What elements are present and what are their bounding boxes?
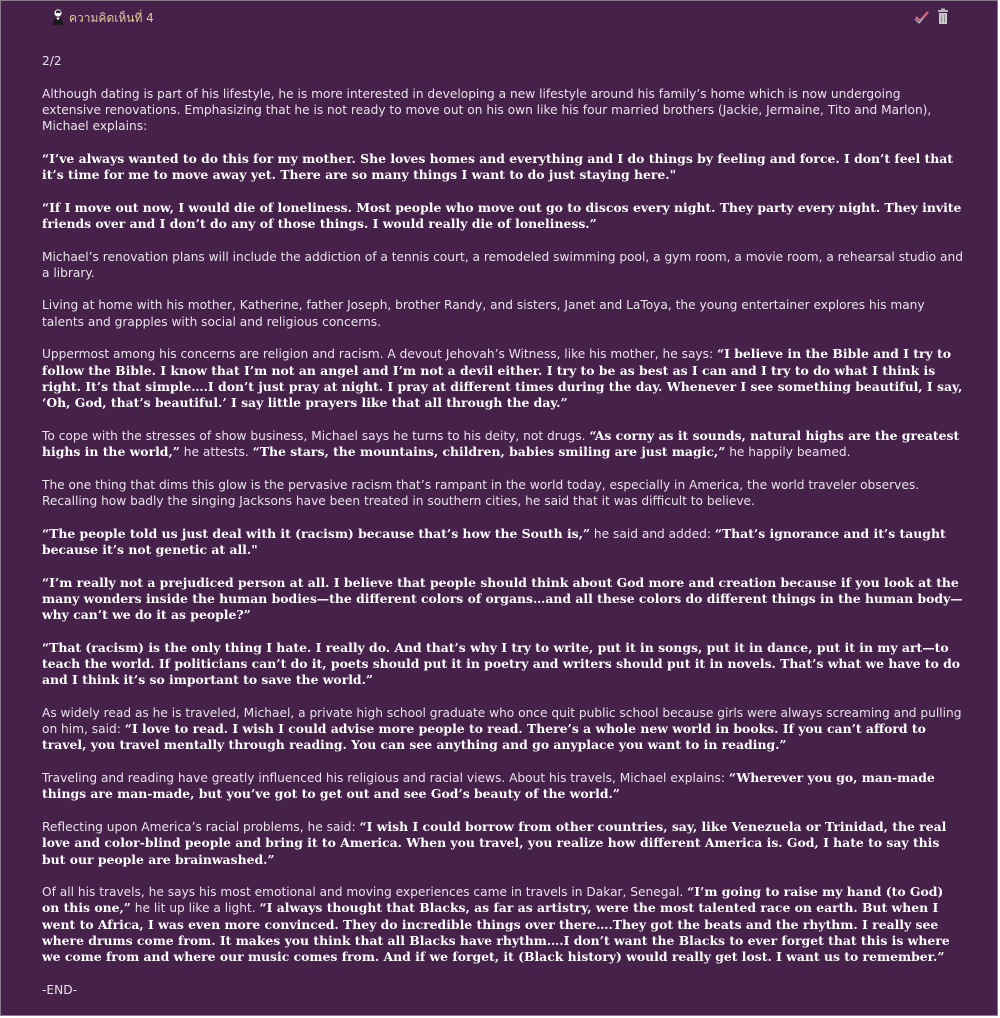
comment-title: ความคิดเห็นที่ 4 [69,11,154,25]
paragraph-3: Living at home with his mother, Katherine, father Joseph, brother Randy, and sisters, Janet and LaToya, the young entertainer explores his many talents and grapples with social and religious concerns. [42,298,925,329]
paragraph-5-text-a: To cope with the stresses of show business, Michael says he turns to his deity, not drugs. [42,428,590,443]
end-marker: -END- [42,982,77,997]
paragraph-2: Michael’s renovation plans will include the addiction of a tennis court, a remodeled swimming pool, a gym room, a movie room, a rehearsal studio and a library. [42,249,963,280]
paragraph-11-quote-b: “I always thought that Blacks, as far as artistry, were the most talented race on earth. But when I went to Africa, I was even more convinced. They do incredible things over there….They got the beats and the rhythm. I really see where drums come from. It makes you think that all Blacks have rhythm….I don’t want the Blacks to ever forget that this is where we come from and where our music comes from. And if we forget, it (Black history) would really get lost. I want us to remember.” [42,900,950,965]
paragraph-8 [42,705,963,754]
comment-body [42,53,963,1015]
paragraph-9-quote: “Wherever you go, man-made things are man-made, but you’ve got to get out and see God’s beauty of the world.” [42,770,935,802]
page-indicator: 2/2 [42,54,62,68]
quote-1: “I’ve always wanted to do this for my mother. She loves homes and everything and I do things by feeling and force. I don’t feel that it’s time for me to move away yet. There are so many things I want to do just staying here." [42,150,954,183]
trash-icon[interactable] [935,8,951,26]
quote-4: “That (racism) is the only thing I hate. I really do. And that’s why I try to write, put it in songs, put it in dance, put it in my art—to teach the world. If politicians can’t do it, poets should put it in poetry and writers should put it in novels. That’s what we have to do and I think it’s so important to save the world.” [42,639,961,688]
paragraph-11-quote-a: “I’m going to raise my hand (to God) on this one,” [42,884,944,916]
paragraph-5-text-c: he happily beamed. [725,445,851,460]
paragraph-11-text-a: Of all his travels, he says his most emotional and moving experiences came in travels in Dakar, Senegal. [42,885,688,900]
paragraph-4-quote: “I believe in the Bible and I try to follow the Bible. I know that I’m not an angel and I’m not a devil either. I try to be as best as I can and I try to do what I think is right. It’s that simple….I don’t just pray at night. I pray at different times during the day. Whenever I see something beautiful, I say, ‘Oh, God, that’s beautiful.’ I say little prayers like that all through the day.” [42,346,963,411]
paragraph-11 [42,884,963,965]
paragraph-7-quote-b: “That’s ignorance and it’s taught because it’s not genetic at all." [42,525,946,557]
comment-tools [914,8,951,26]
paragraph-8-quote: “I love to read. I wish I could advise more people to read. There’s a whole new world in books. If you can’t afford to travel, you travel mentally through reading. You can see anything and go anyplace you want to in reading.” [42,721,926,753]
paragraph-5 [42,428,963,461]
paragraph-10-text: Reflecting upon America’s racial problems, he said: [42,819,360,834]
paragraph-10 [42,819,963,868]
quote-2: “If I move out now, I would die of loneliness. Most people who move out go to discos every night. They party every night. They invite friends over and I don’t do any of those things. I would really die of loneliness.” [42,199,962,231]
paragraph-5-quote-b: “The stars, the mountains, children, babies smiling are just magic,” [252,444,726,460]
paragraph-5-quote-a: “As corny as it sounds, natural highs are the greatest highs in the world,” [42,427,960,460]
paragraph-4 [42,346,963,411]
paragraph-7-quote-a: “The people told us just deal with it (racism) because that’s how the South is,” [42,525,591,541]
paragraph-8-text: As widely read as he is traveled, Michael, a private high school graduate who once quit public school because girls were always screaming and pulling on him, said: [42,705,962,737]
paragraph-9 [42,770,963,803]
check-icon[interactable] [914,8,930,26]
paragraph-10-quote: “I wish I could borrow from other countries, say, like Venezuela or Trinidad, the real love and color-blind people and bring it to America. When you travel, you realize how different America is. God, I hate to say this but our people are brainwashed.” [42,818,947,867]
paragraph-9-text: Traveling and reading have greatly influenced his religious and racial views. About his travels, Michael explains: [42,771,729,786]
paragraph-4-text: Uppermost among his concerns are religion and racism. A devout Jehovah’s Witness, like his mother, he says: [42,347,717,362]
paragraph-7-text: he said and added: [590,526,715,541]
paragraph-11-text-b: he lit up like a light. [130,901,260,916]
user-silhouette-icon [51,8,65,25]
paragraph-5-text-b: he attests. [179,445,253,460]
comment-header [1,1,997,33]
quote-3: “I’m really not a prejudiced person at all. I believe that people should think about God more and creation because if you look at the many wonders inside the human bodies—the different colors of organs…and all these colors do different things in the human body—why can’t we do it as people?” [42,574,963,623]
paragraph-1: Although dating is part of his lifestyle, he is more interested in developing a new lifestyle around his family’s home which is now undergoing extensive renovations. Emphasizing that he is not ready to move out on his own like his four married brothers (Jackie, Jermaine, Tito and Marlon), Michael explains: [42,86,932,134]
paragraph-6: The one thing that dims this glow is the pervasive racism that’s rampant in the world today, especially in America, the world traveler observes. Recalling how badly the singing Jacksons have been treated in southern cities, he said that it was difficult to believe. [42,477,920,509]
paragraph-7 [42,526,963,559]
